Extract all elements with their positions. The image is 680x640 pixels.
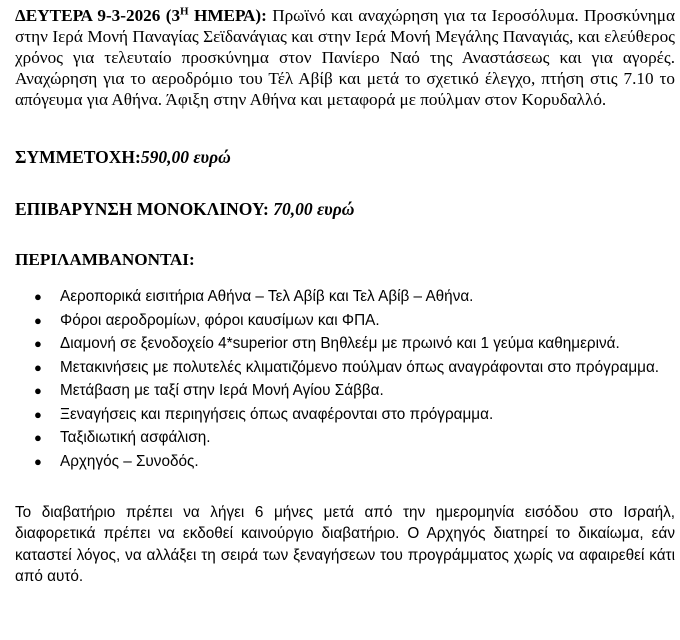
- day3-label-prefix: ΔΕΥΤΕΡΑ 9-3-2026 (3: [15, 6, 181, 25]
- day3-text: Πρωϊνό και αναχώρηση για τα Ιεροσόλυμα. Προσκύνημα στην Ιερά Μονή Παναγίας Σεϊδανάγιας και στην Ιερά Μονή Μεγάλης Παναγιάς, και ελεύθερος χρόνος για τελευταίο προσκύνημα στον Πανίερο Ναό της Αναστάσεως και για αγορές. Αναχώρηση για το αεροδρόμιο του Τέλ Αβίβ και μετά το σχετικό έλεγχο, πτήση στις 7.10 το απόγευμα για Αθήνα. Άφιξη στην Αθήνα και μεταφορά με πούλμαν στον Κορυδαλλό.: [15, 6, 676, 109]
- list-item-text: Αρχηγός – Συνοδός.: [60, 452, 199, 470]
- day3-paragraph: [15, 5, 675, 110]
- list-item: [15, 310, 675, 331]
- bullet-icon: ●: [34, 406, 42, 422]
- single-supplement-value: 70,00 ευρώ: [268, 199, 355, 219]
- day3-label-superscript: Η: [180, 5, 189, 18]
- list-item: [15, 286, 675, 307]
- day3-label-suffix: ΗΜΕΡΑ):: [188, 6, 267, 25]
- single-supplement-label: ΕΠΙΒΑΡΥΝΣΗ ΜΟΝΟΚΛΙΝΟΥ:: [15, 199, 269, 219]
- list-item: [15, 451, 675, 472]
- document-page: [15, 5, 675, 588]
- bullet-icon: ●: [34, 453, 42, 469]
- bullet-icon: ●: [34, 336, 42, 351]
- list-item-text: Αεροπορικά εισιτήρια Αθήνα – Τελ Αβίβ και Τελ Αβίβ – Αθήνα.: [60, 288, 474, 305]
- single-supplement-line: [15, 198, 675, 220]
- includes-list: [15, 286, 675, 472]
- list-item-text: Μετάβαση με ταξί στην Ιερά Μονή Αγίου Σάββα.: [60, 382, 384, 399]
- list-item-text: Διαμονή σε ξενοδοχείο 4*superior στη Βηθλεέμ με πρωινό και 1 γεύμα καθημερινά.: [60, 335, 620, 352]
- list-item-text: Ταξιδιωτική ασφάλιση.: [60, 429, 211, 446]
- participation-line: [15, 146, 675, 168]
- bullet-icon: ●: [34, 430, 42, 445]
- list-item: [15, 380, 675, 401]
- bullet-icon: ●: [34, 289, 42, 304]
- list-item-text: Φόροι αεροδρομίων, φόροι καυσίμων και ΦΠΑ.: [60, 311, 380, 329]
- includes-heading: ΠΕΡΙΛΑΜΒΑΝΟΝΤΑΙ:: [15, 250, 195, 269]
- bullet-icon: ●: [34, 359, 42, 375]
- passport-notice-paragraph: Το διαβατήριο πρέπει να λήγει 6 μήνες μετά από την ημερομηνία εισόδου στο Ισραήλ, διαφορετικά πρέπει να εκδοθεί καινούργιο διαβατήριο. Ο Αρχηγός διατηρεί το δικαίωμα, εάν καταστεί λόγος, να αλλάξει τη σειρά των ξεναγήσεων του προγράμματος χωρίς να αφαιρεθεί κάτι από αυτό.: [15, 503, 675, 585]
- bullet-icon: ●: [34, 383, 42, 398]
- list-item-text: Μετακινήσεις με πολυτελές κλιματιζόμενο πούλμαν όπως αναγράφονται στο πρόγραμμα.: [60, 358, 660, 376]
- list-item: [15, 404, 675, 425]
- participation-label: ΣΥΜΜΕΤΟΧΗ:: [15, 147, 141, 167]
- list-item: [15, 427, 675, 448]
- bullet-icon: ●: [34, 312, 42, 328]
- list-item-text: Ξεναγήσεις και περιηγήσεις όπως αναφέρονται στο πρόγραμμα.: [60, 405, 494, 423]
- participation-value: 590,00 ευρώ: [140, 147, 231, 167]
- list-item: [15, 333, 675, 354]
- list-item: [15, 357, 675, 378]
